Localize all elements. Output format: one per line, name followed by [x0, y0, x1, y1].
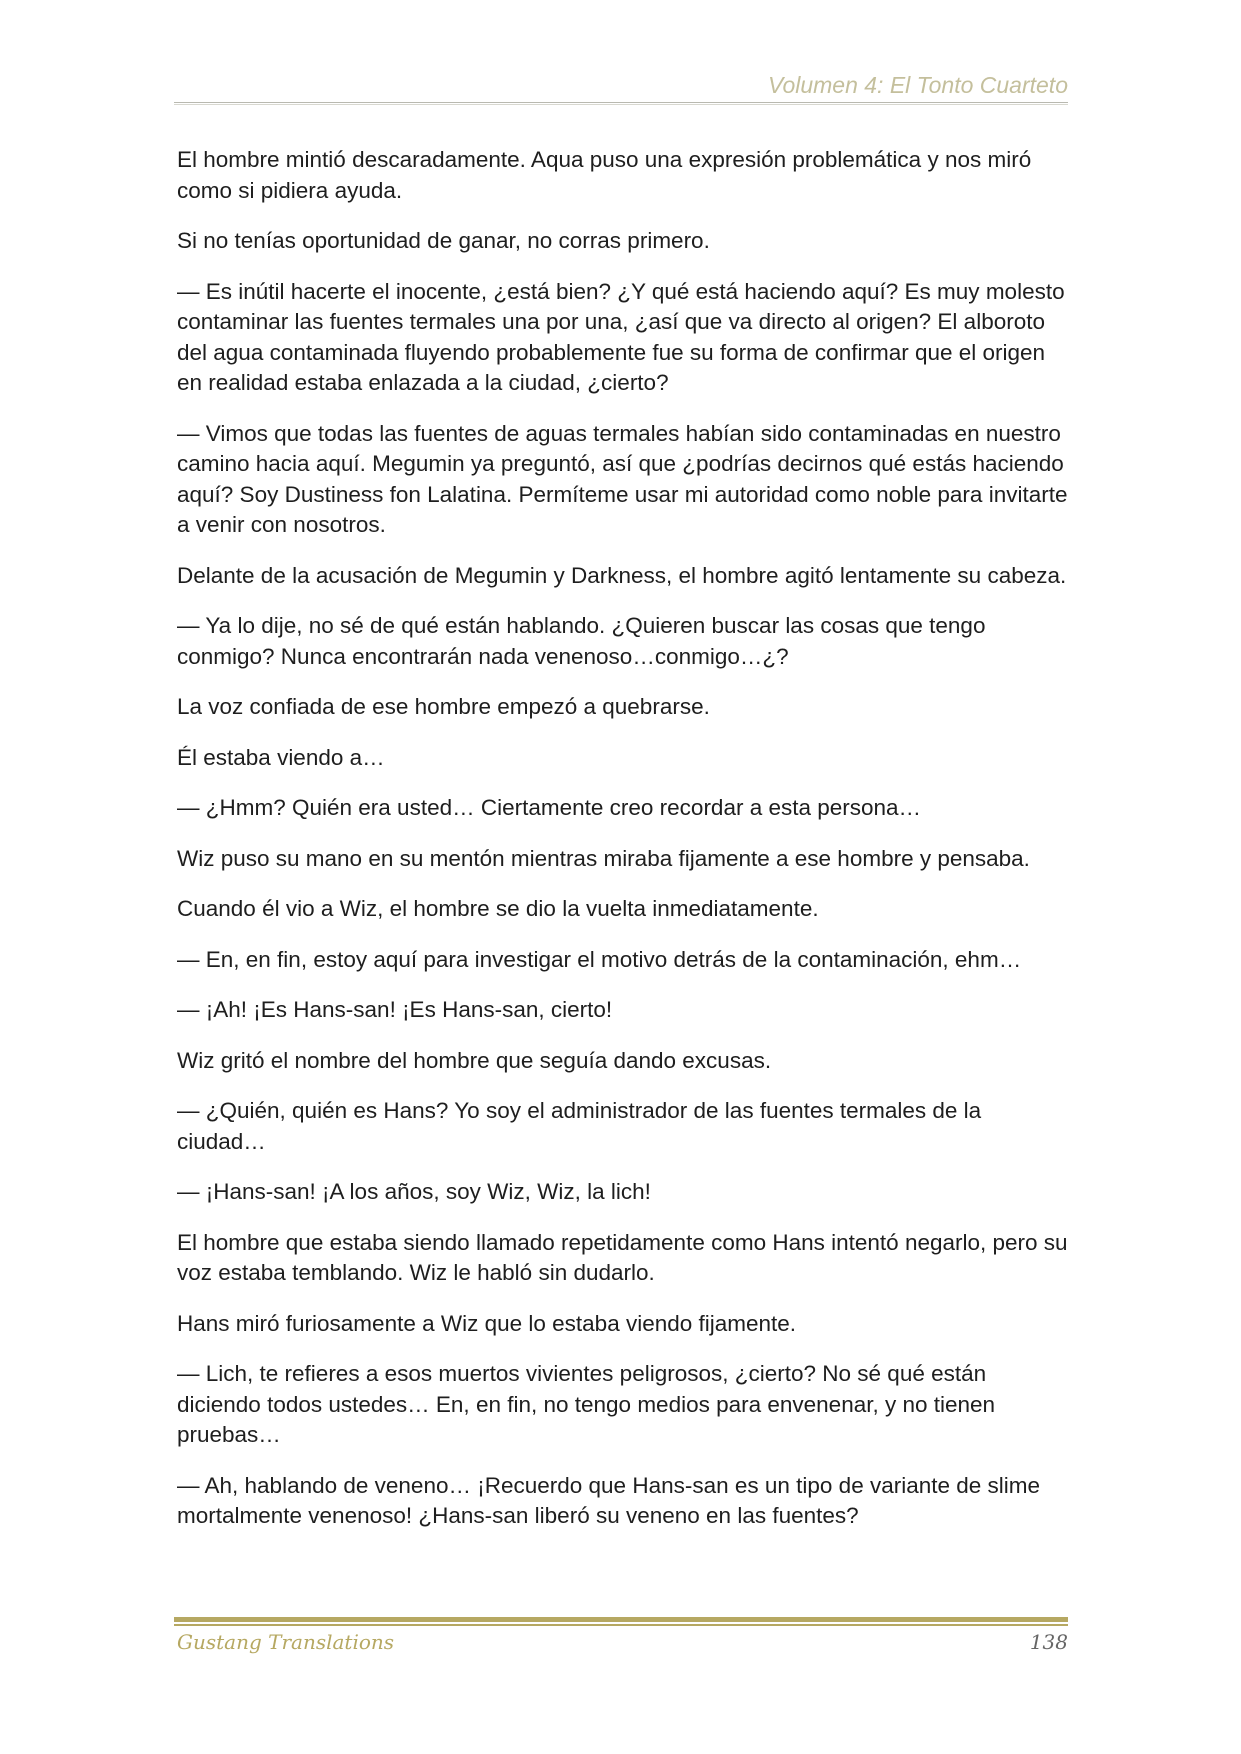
paragraph: — ¿Hmm? Quién era usted… Ciertamente creo recordar a esta persona… [177, 795, 922, 820]
body-text [177, 145, 1072, 1552]
paragraph: Si no tenías oportunidad de ganar, no corras primero. [177, 228, 710, 253]
paragraph: — Ya lo dije, no sé de qué están hablando. ¿Quieren buscar las cosas que tengo conmigo? Nunca encontrarán nada venenoso…conmigo…¿? [177, 613, 986, 669]
header-rule [174, 102, 1068, 105]
footer-rule-thick [174, 1617, 1068, 1622]
paragraph: — ¡Hans-san! ¡A los años, soy Wiz, Wiz, la lich! [177, 1179, 651, 1204]
paragraph: Él estaba viendo a… [177, 744, 385, 770]
footer-rule-thin [174, 1624, 1068, 1626]
paragraph: — Vimos que todas las fuentes de aguas termales habían sido contaminadas en nuestro camino hacia aquí. Megumin ya preguntó, así que ¿podrías decirnos qué estás haciendo aquí? Soy Dustiness fon Lalatina. Permíteme usar mi autoridad como noble para invitarte a venir con nosotros. [177, 420, 1068, 537]
paragraph: — Es inútil hacerte el inocente, ¿está bien? ¿Y qué está haciendo aquí? Es muy molesto contaminar las fuentes termales una por una, ¿así que va directo al origen? El alboroto del agua contaminada fluyendo probablemente fue su forma de confirmar que el origen en realidad estaba enlazada a la ciudad, ¿cierto? [177, 278, 1065, 395]
footer-publisher: Gustang Translations [177, 1630, 395, 1654]
paragraph: Wiz gritó el nombre del hombre que seguía dando excusas. [177, 1047, 772, 1073]
page-header [174, 70, 1068, 106]
paragraph: Wiz puso su mano en su mentón mientras miraba fijamente a ese hombre y pensaba. [177, 845, 1030, 871]
paragraph: El hombre mintió descaradamente. Aqua puso una expresión problemática y nos miró como si pidiera ayuda. [177, 147, 1032, 203]
paragraph: — En, en fin, estoy aquí para investigar el motivo detrás de la contaminación, ehm… [177, 946, 1022, 972]
paragraph: Delante de la acusación de Megumin y Darkness, el hombre agitó lentamente su cabeza. [177, 562, 1067, 588]
paragraph: El hombre que estaba siendo llamado repetidamente como Hans intentó negarlo, pero su voz estaba temblando. Wiz le habló sin dudarlo. [177, 1229, 1068, 1285]
header-title: Volumen 4: El Tonto Cuarteto [767, 72, 1068, 98]
paragraph: Hans miró furiosamente a Wiz que lo estaba viendo fijamente. [177, 1310, 797, 1336]
paragraph: — ¿Quién, quién es Hans? Yo soy el administrador de las fuentes termales de la ciudad… [177, 1098, 982, 1154]
paragraph: — Lich, te refieres a esos muertos vivientes peligrosos, ¿cierto? No sé qué están diciendo todos ustedes… En, en fin, no tengo medios para envenenar, y no tienen pruebas… [177, 1361, 996, 1447]
paragraph: — ¡Ah! ¡Es Hans-san! ¡Es Hans-san, cierto! [177, 997, 613, 1022]
page-number: 138 [1029, 1630, 1068, 1654]
paragraph: Cuando él vio a Wiz, el hombre se dio la vuelta inmediatamente. [177, 896, 819, 921]
paragraph: — Ah, hablando de veneno… ¡Recuerdo que Hans-san es un tipo de variante de slime mortalmente venenoso! ¿Hans-san liberó su veneno en las fuentes? [177, 1472, 1041, 1528]
paragraph: La voz confiada de ese hombre empezó a quebrarse. [177, 694, 710, 719]
